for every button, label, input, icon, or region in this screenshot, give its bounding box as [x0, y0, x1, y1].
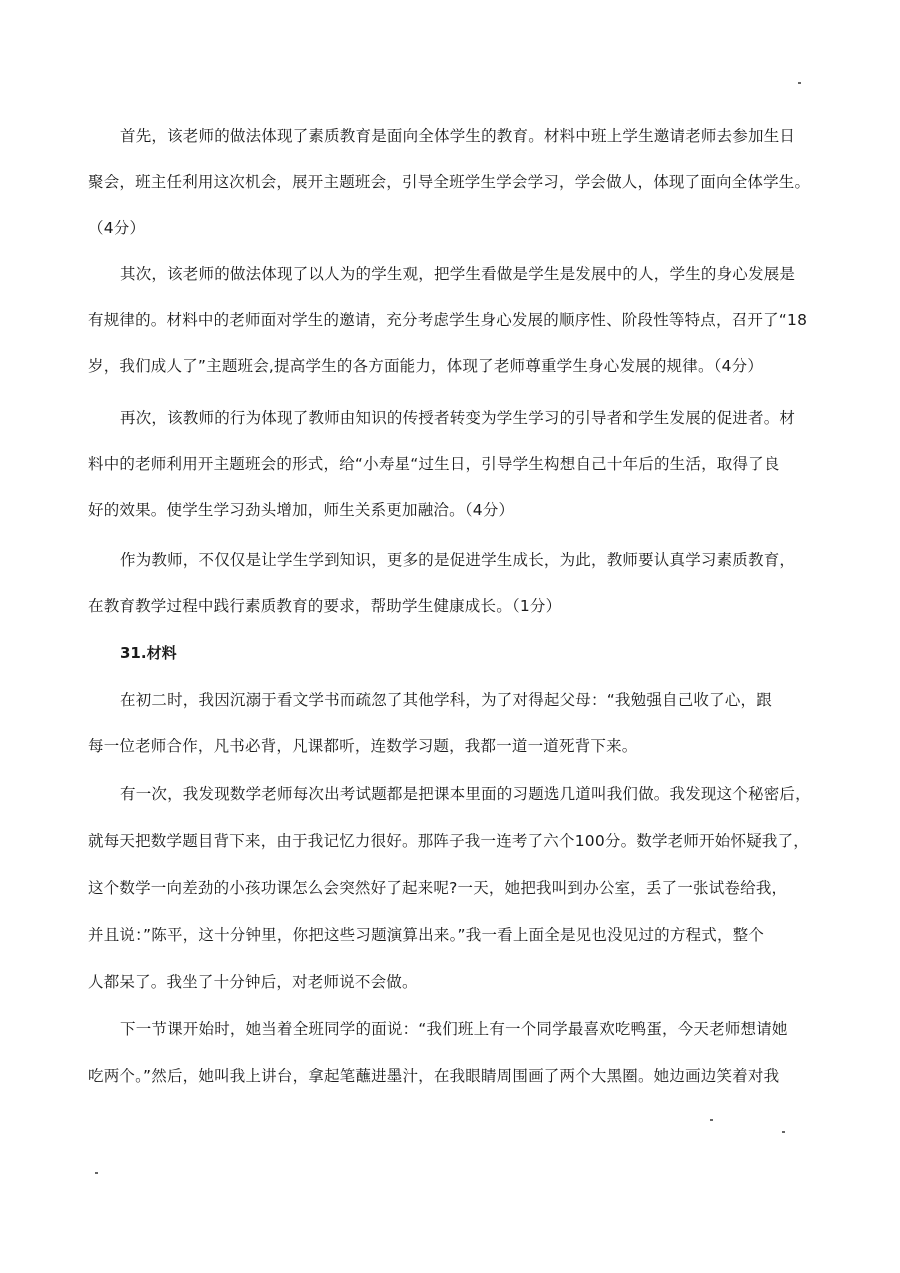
paragraph-4-line-1: 作为教师，不仅仅是让学生学到知识，更多的是促进学生成长，为此，教师要认真学习素质教育，	[120, 551, 796, 569]
scan-speck	[95, 1172, 98, 1174]
paragraph-3-line-2: 料中的老师利用开主题班会的形式，给“小寿星“过生日，引导学生构想自己十年后的生活，取得了良	[88, 455, 780, 473]
paragraph-6-line-1: 有一次，我发现数学老师每次出考试题都是把课本里面的习题选几道叫我们做。我发现这个秘密后，	[120, 785, 811, 803]
paragraph-1-line-2: 聚会，班主任利用这次机会，展开主题班会，引导全班学生学会学习，学会做人，体现了面向全体学生。	[88, 173, 811, 191]
paragraph-3-line-1: 再次，该教师的行为体现了教师由知识的传授者转变为学生学习的引导者和学生发展的促进者。材	[120, 409, 796, 427]
paragraph-2-line-2: 有规律的。材料中的老师面对学生的邀请，充分考虑学生身心发展的顺序性、阶段性等特点，召开了“18	[88, 311, 808, 329]
paragraph-6-line-2: 就每天把数学题目背下来，由于我记忆力很好。那阵子我一连考了六个100分。数学老师开始怀疑我了，	[88, 832, 809, 850]
paragraph-7-line-1: 下一节课开始时，她当着全班同学的面说：“我们班上有一个同学最喜欢吃鸭蛋，今天老师想请她	[120, 1020, 788, 1038]
paragraph-4-line-2: 在教育教学过程中践行素质教育的要求，帮助学生健康成长。（1分）	[88, 597, 562, 615]
paragraph-1-line-1: 首先，该老师的做法体现了素质教育是面向全体学生的教育。材料中班上学生邀请老师去参加生日	[120, 127, 796, 145]
paragraph-2-line-3: 岁，我们成人了”主题班会,提高学生的各方面能力，体现了老师尊重学生身心发展的规律。（4分）	[88, 357, 764, 375]
paragraph-7-line-2: 吃两个。”然后，她叫我上讲台，拿起笔蘸进墨汁，在我眼睛周围画了两个大黑圈。她边画边笑着对我	[88, 1067, 780, 1085]
scan-speck	[710, 1119, 713, 1121]
paragraph-5-line-2: 每一位老师合作，凡书必背，凡课都听，连数学习题，我都一道一道死背下来。	[88, 737, 638, 755]
paragraph-1-line-3: （4分）	[88, 219, 146, 237]
paragraph-6-line-5: 人都呆了。我坐了十分钟后，对老师说不会做。	[88, 973, 418, 991]
scan-speck	[798, 82, 801, 84]
paragraph-2-line-1: 其次，该老师的做法体现了以人为的学生观，把学生看做是学生是发展中的人，学生的身心发展是	[120, 265, 796, 283]
paragraph-6-line-4: 并且说：”陈平，这十分钟里，你把这些习题演算出来。”我一看上面全是见也没见过的方程式，整个	[88, 926, 765, 944]
paragraph-5-line-1: 在初二时，我因沉溺于看文学书而疏忽了其他学科，为了对得起父母：“我勉强自己收了心，跟	[120, 691, 772, 709]
paragraph-6-line-3: 这个数学一向差劲的小孩功课怎么会突然好了起来呢?一天，她把我叫到办公室，丢了一张试卷给我，	[88, 879, 788, 897]
section-heading: 31.材料	[120, 644, 177, 662]
scan-speck	[782, 1131, 785, 1133]
paragraph-3-line-3: 好的效果。使学生学习劲头增加，师生关系更加融洽。（4分）	[88, 501, 515, 519]
